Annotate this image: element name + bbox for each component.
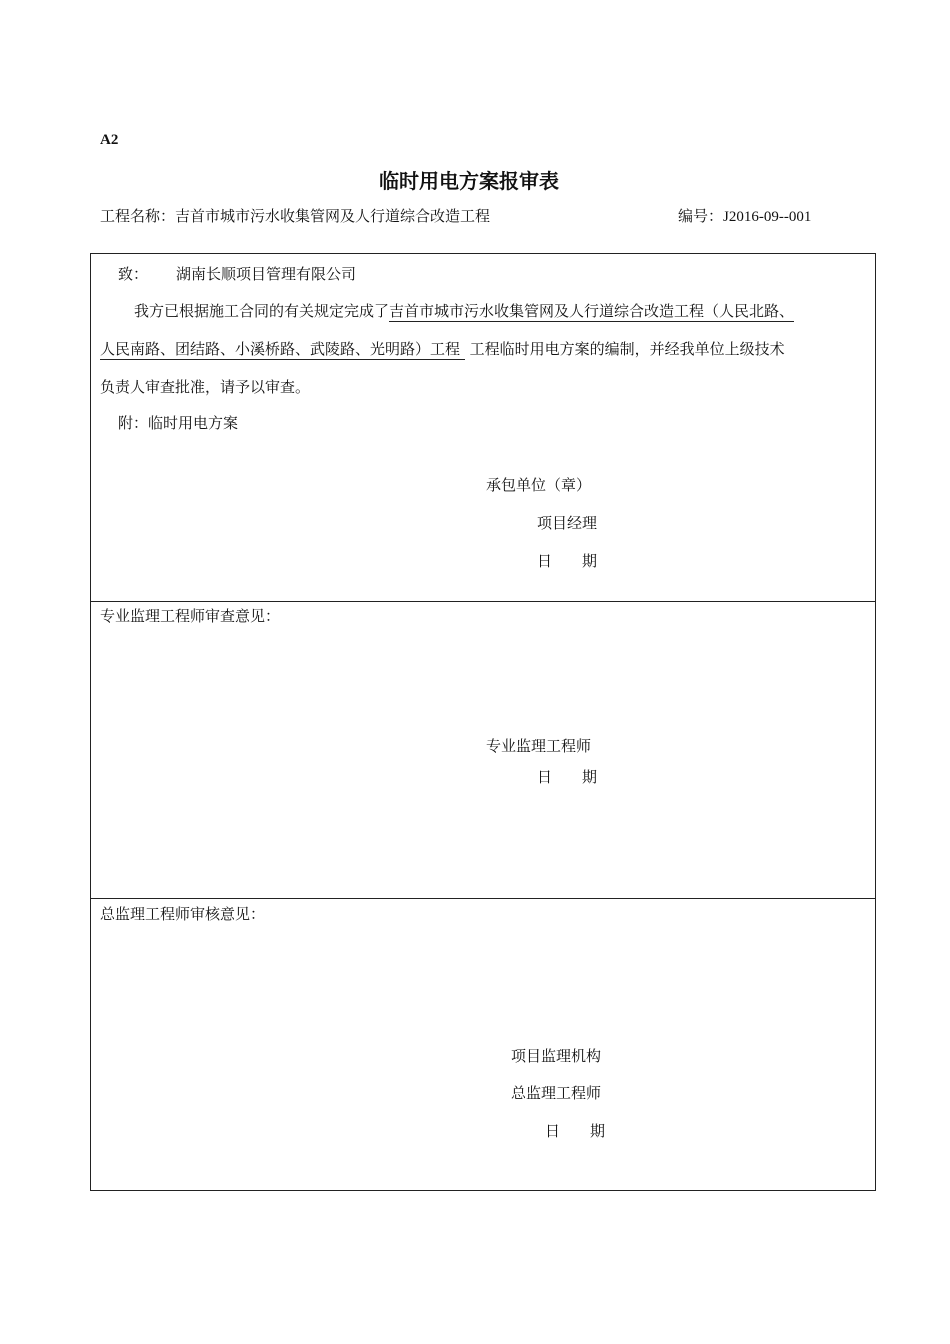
specialist-engineer-label: 专业监理工程师 bbox=[486, 737, 592, 755]
addressee-label: 致： bbox=[118, 265, 149, 283]
submission-body-continued: 工程临时用电方案的编制，并经我单位上级技术 bbox=[469, 340, 785, 358]
document-number-label: 编号： bbox=[678, 207, 724, 225]
attachment-line: 附：临时用电方案 bbox=[118, 414, 239, 432]
project-name-value: 吉首市城市污水收集管网及人行道综合改造工程 bbox=[175, 207, 491, 225]
date-label: 日 期 bbox=[545, 1122, 606, 1140]
specialist-review-heading: 专业监理工程师审查意见： bbox=[100, 607, 281, 625]
document-number-line bbox=[678, 205, 811, 226]
contractor-label: 承包单位（章） bbox=[486, 476, 592, 494]
project-full-name-part-2: 人民南路、团结路、小溪桥路、武陵路、光明路）工程 bbox=[100, 340, 465, 360]
addressee-org: 湖南长顺项目管理有限公司 bbox=[176, 265, 357, 283]
chief-engineer-label: 总监理工程师 bbox=[511, 1084, 602, 1102]
supervision-org-label: 项目监理机构 bbox=[511, 1047, 602, 1065]
date-label: 日 期 bbox=[537, 768, 598, 786]
project-full-name-part-1: 吉首市城市污水收集管网及人行道综合改造工程（人民北路、 bbox=[389, 302, 795, 320]
project-name-label: 工程名称： bbox=[100, 207, 176, 225]
submission-intro: 我方已根据施工合同的有关规定完成了 bbox=[134, 302, 390, 320]
document-title: 临时用电方案报审表 bbox=[379, 169, 559, 193]
chief-review-heading: 总监理工程师审核意见： bbox=[100, 905, 266, 923]
submission-body-line-1 bbox=[134, 300, 794, 321]
addressee-line bbox=[118, 263, 356, 284]
form-code: A2 bbox=[100, 132, 119, 148]
section-divider bbox=[90, 898, 876, 899]
submission-body-line-2 bbox=[100, 338, 785, 359]
submission-body-line-3: 负责人审查批准，请予以审查。 bbox=[100, 378, 311, 396]
project-name-line bbox=[100, 205, 490, 226]
section-divider bbox=[90, 601, 876, 602]
document-number-value: J2016-09--001 bbox=[723, 209, 812, 225]
project-manager-label: 项目经理 bbox=[537, 514, 598, 532]
date-label: 日 期 bbox=[537, 552, 598, 570]
